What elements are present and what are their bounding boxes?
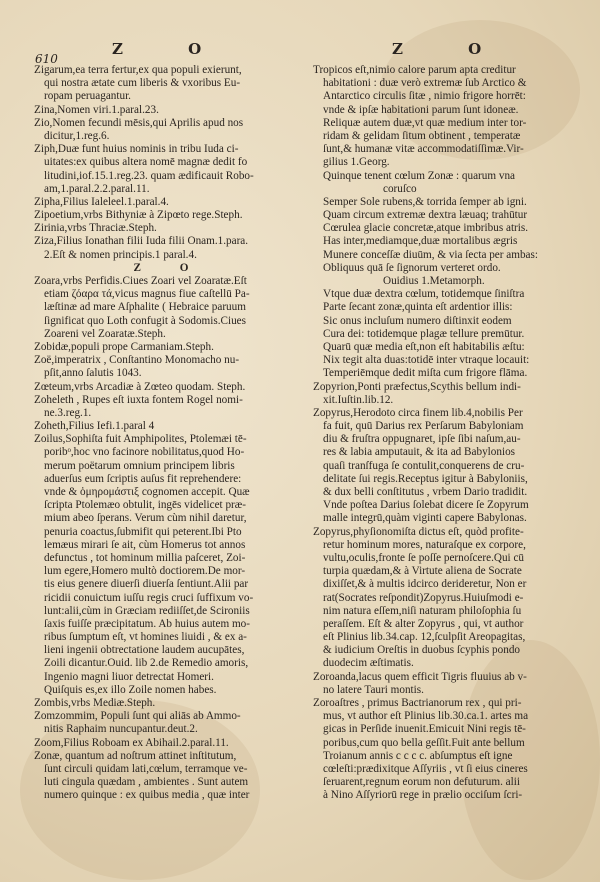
page-number: 610 — [35, 52, 58, 66]
text-line: pſit,anno ſalutis 1043. — [44, 367, 142, 380]
text-line: xit.Iuſtin.lib.12. — [323, 393, 394, 406]
text-line: Tropicos eſt,nimio calore parum apta creditur — [313, 64, 516, 76]
text-line: etiam ζόαρα τά,vicus magnus fiue caſtellū Pa- — [44, 288, 250, 301]
text-line: Troianum annis c c c c. abſumptus eſt igne — [323, 749, 513, 762]
text-line: no latere Tauri montis. — [323, 683, 424, 696]
text-line: ridam & gelidam ſitum obtinent , temperatæ — [323, 129, 521, 142]
text-line: Cœrulea glacie concretæ,atque imbribus atris. — [323, 222, 529, 235]
text-line: Zipha,Filius Ialeleel.1.paral.4. — [34, 195, 169, 208]
text-line: gilius 1.Georg. — [323, 156, 390, 169]
text-line: Ouidius 1.Metamorph. — [383, 275, 485, 287]
text-line: Reliquæ autem duæ,vt quæ medium inter tor- — [323, 116, 527, 129]
text-line: Ziph,Duæ funt huius nominis in tribu Iuda ci- — [34, 143, 239, 156]
text-line: Temperiēmque dedit miſta cum frigore flāma. — [323, 367, 528, 380]
text-line: Zoilus,Sophiſta fuit Amphipolites, Ptolemæi tē- — [34, 433, 247, 446]
text-line: Zopyrus,Herodoto circa finem lib.4,nobilis Per — [313, 406, 523, 419]
text-line: Has inter,mediamque,duæ mortalibus ægris — [323, 235, 518, 248]
text-line: Zoroanda,lacus quem efficit Tigris fluuius ab v- — [313, 670, 527, 683]
text-line: nitis Raphaim nuncupantur.deut.2. — [44, 723, 198, 736]
text-line: ne.3.reg.1. — [44, 406, 92, 419]
text-line: retur hominum mores, naturaſque ex corpore, — [323, 538, 526, 551]
text-line: litudini,iof.15.1.reg.23. quam ædificauit Robo- — [44, 169, 254, 182]
text-line: ropam peruagantur. — [44, 90, 131, 103]
text-line: Zombis,vrbs Mediæ.Steph. — [34, 697, 156, 709]
text-line: lemæus mirari ſe ait, cùm Homerus tot annos — [44, 538, 246, 551]
text-line: Zoareni vel Zoaratæ.Steph. — [44, 327, 166, 340]
text-line: Zigarum,ea terra fertur,ex qua populi exierunt, — [34, 64, 242, 76]
text-line: ſaxis fuiſſe præcipitatum. Ab huius autem mo- — [44, 617, 251, 630]
text-line: Sic onus incluſum numero diſtinxit eodem — [323, 314, 512, 327]
text-line: ſunt circuli quidam lati,cœlum, terramque ve- — [44, 762, 248, 775]
text-line: am,1.paral.2.2.paral.11. — [44, 182, 150, 195]
text-line: rat(Socrates reſpondit)Zopyrus.Huiuſmodi e- — [323, 591, 524, 604]
text-line: ſunt,& humanæ vitæ accommodatiſſimæ.Vir- — [323, 143, 524, 156]
text-line: Zoheth,Filius Iefi.1.paral 4 — [34, 420, 155, 433]
text-line: defunctus , tot hominum millia paſceret, Zoi- — [44, 551, 246, 564]
text-line: diu & fruſtra oppugnaret, ipſe ſibi naſum,au- — [323, 433, 521, 446]
text-line: fa fuit, quū Darius rex Perſarum Babyloniam — [323, 420, 524, 433]
text-line: luti cingula quædam , ambientes . Sunt autem — [44, 776, 249, 789]
text-line: Zonæ, quantum ad noſtrum attinet inſtitutum, — [34, 749, 237, 762]
text-line: Zopyrus,phyſionomiſta dictus eſt, quòd profite- — [313, 525, 524, 538]
text-line: turpia quædam,& à Virtute aliena de Socrate — [323, 565, 522, 578]
text-line: Quam circum extremæ dextra læuaq; trahūtur — [323, 209, 528, 222]
text-line: ſcripta Ptolemæo obtulit, ingēs videlicet præ- — [44, 499, 246, 512]
text-line: Vtque duæ dextra cœlum, totidemque ſiniſtra — [323, 288, 525, 301]
text-line: 2.Eſt & nomen principis.1 paral.4. — [44, 248, 197, 261]
text-line: habitationi : duæ verò extremæ ſub Arctico & — [323, 77, 527, 90]
text-line: Zirinia,vrbs Thraciæ.Steph. — [34, 222, 157, 235]
text-line: aduerſus eum ſcriptis auſus fit reprehendere: — [44, 472, 242, 485]
text-line: numero quinque : ex quibus media , quæ inter — [44, 789, 250, 802]
running-head-right: Z O — [392, 40, 512, 58]
text-line: mium abeo ſperans. Verum cùm nihil daretur, — [44, 512, 247, 525]
text-line: dixiſſet,& à multis idcirco derideretur, Non er — [323, 578, 527, 591]
text-line: quaſi tranſfuga ſe contulit,conquerens de cru- — [323, 459, 525, 472]
text-line: à Nino Aſſyriorū rege in prælio occiſum ſcri- — [323, 789, 523, 802]
left-column — [34, 64, 306, 803]
text-line: Parte ſecant zonæ,quinta eſt ardentior illis: — [323, 301, 513, 314]
text-line: ſeruarent,regnum eorum non defuturum. alii — [323, 776, 520, 789]
text-line: Semper Sole rubens,& torrida ſemper ab igni. — [323, 195, 527, 208]
text-line: vultu,oculis,fronte ſe poſſe pernoſcere.Qui cū — [323, 551, 524, 564]
text-line: Zoom,Filius Roboam ex Abihail.2.paral.11. — [34, 736, 229, 749]
text-line: vnde & ipſæ habitationi parum ſunt idoneæ. — [323, 103, 519, 116]
text-line: Quinque tenent cœlum Zonæ : quarum vna — [323, 169, 516, 182]
text-line: Zio,Nomen fecundi mēsis,qui Aprilis apud nos — [34, 116, 244, 129]
text-line: Antarctico circulis ſitæ , nimio frigore horrēt: — [323, 90, 526, 103]
text-line: lum egere,Homero multò doctiorem.De mor- — [44, 565, 246, 578]
text-line: Zina,Nomen viri.1.paral.23. — [34, 103, 159, 116]
text-line: Munere conceſſæ diuūm, & via ſecta per ambas: — [323, 248, 538, 261]
text-line: gicas in Perſide inuenit.Emicuit Nini regis tē- — [323, 723, 526, 736]
text-line: Zoheleth , Rupes eſt iuxta fontem Rogel nomi- — [34, 393, 243, 406]
text-line: Vnde poſtea Darius ſolebat dicere ſe Zopyrum — [323, 499, 529, 512]
text-line: Cura dei: totidemque plagæ tellure premūtur. — [323, 327, 525, 340]
text-line: Obliquus quā ſe ſignorum verteret ordo. — [323, 261, 501, 274]
text-line: poribᵒ,hoc vno facinore nobilitatus,quod Ho- — [44, 446, 245, 459]
text-line: Ingenio magni liuor detrectat Homeri. — [44, 670, 214, 683]
text-line: malle integrū,quàm viginti capere Babylonas. — [323, 512, 527, 525]
text-line: coruſco — [383, 182, 417, 195]
text-line: Zoroaſtres , primus Bactrianorum rex , qui pri- — [313, 697, 522, 709]
text-line: res & labia amputauit, & ita ad Babylonios — [323, 446, 516, 459]
text-line: Nix tegit alta duas:totidē inter vtraque locauit: — [323, 354, 530, 367]
text-line: Quiſquis es,ex illo Zoile nomen habes. — [44, 683, 217, 696]
text-line: merum poëtarum omnium principem libris — [44, 459, 235, 472]
running-head-left: Z O — [112, 40, 232, 58]
text-line: penuria coactus,ſubmifit qui peterent.Ibi Pto — [44, 525, 242, 538]
text-line: nim natura eſſem,niſi naturam philoſophia ſu — [323, 604, 522, 617]
text-line: Zomzommim, Populi ſunt qui aliās ab Ammo- — [34, 710, 241, 723]
text-line: peraſſem. Eſt & alter Zopyrus , qui, vt author — [323, 617, 524, 630]
text-line: qui nostra ætate cum liberis & vxoribus Eu- — [44, 77, 241, 90]
text-line: mus, vt author eſt Plinius lib.30.ca.1. artes ma — [323, 710, 529, 723]
text-line: Zobidæ,populi prope Carmaniam.Steph. — [34, 340, 214, 353]
text-line: læſtinæ ad mare Aſphalite ( Hebraice paruum — [44, 301, 246, 314]
text-line: poribus,cum quo bella geſſit.Fuit ante bellum — [323, 736, 525, 749]
text-line: uitates:ex quibus altera nomē magnæ dedit fo — [44, 156, 248, 169]
text-line: & dux belli conſtitutus , vrbem Dario tradidit. — [323, 486, 528, 498]
text-line: ricidii conuictum iuſſu regis cruci ſuffixum vo- — [44, 591, 254, 604]
text-line: Quarū quæ media eſt,non eſt habitabilis æſtu: — [323, 340, 525, 353]
right-column — [313, 64, 583, 803]
text-line: Zoili dicantur.Ouid. lib 2.de Remedio amoris, — [44, 657, 249, 670]
text-line: Zoara,vrbs Perfidis.Ciues Zoari vel Zoaratæ.Eſt — [34, 275, 247, 287]
text-line: ſignificat quo Loth confugit à Sodomis.Ciues — [44, 314, 246, 327]
text-line: cœleſti:prædixitque Aſſyriis , vt ſi eius cineres — [323, 762, 528, 775]
section-heading: Z O — [133, 261, 207, 274]
text-line: Zipoetium,vrbs Bithyniæ à Zipœto rege.Steph. — [34, 209, 243, 222]
text-line: Zopyrion,Ponti præfectus,Scythis bellum indi- — [313, 380, 521, 393]
text-line: & iudicium Oreſtis in duobus ſcyphis pondo — [323, 644, 521, 657]
text-line: duodecim æſtimatis. — [323, 657, 414, 670]
text-line: Zoë,imperatrix , Conſtantino Monomacho nu- — [34, 354, 240, 367]
text-line: ribus ſumptum eſt, vt homines liuidi , & ex a- — [44, 631, 247, 644]
text-line: eſt Plinius lib.34.cap. 12,ſculpſit Areopagitas, — [323, 631, 526, 644]
text-line: vnde & ὁμηρομάστιξ cognomen accepit. Quæ — [44, 486, 250, 498]
text-line: lunt:alii,cùm in Græciam rediiſſet,de Scironiis — [44, 604, 250, 617]
text-line: tis eius genere diuerſi diuerſa ſentiunt.Alii par — [44, 578, 249, 591]
text-line: delitate ſui regis.Receptus igitur à Babyloniis, — [323, 472, 528, 485]
text-line: dicitur,1.reg.6. — [44, 129, 110, 142]
text-line: Zœteum,vrbs Arcadiæ à Zœteo quodam. Steph. — [34, 380, 246, 393]
text-line: Ziza,Filius Ionathan filii Iuda filii Onam.1.para. — [34, 235, 249, 248]
text-line: lieni ingenii obtrectatione laudem aucupātes, — [44, 644, 245, 657]
